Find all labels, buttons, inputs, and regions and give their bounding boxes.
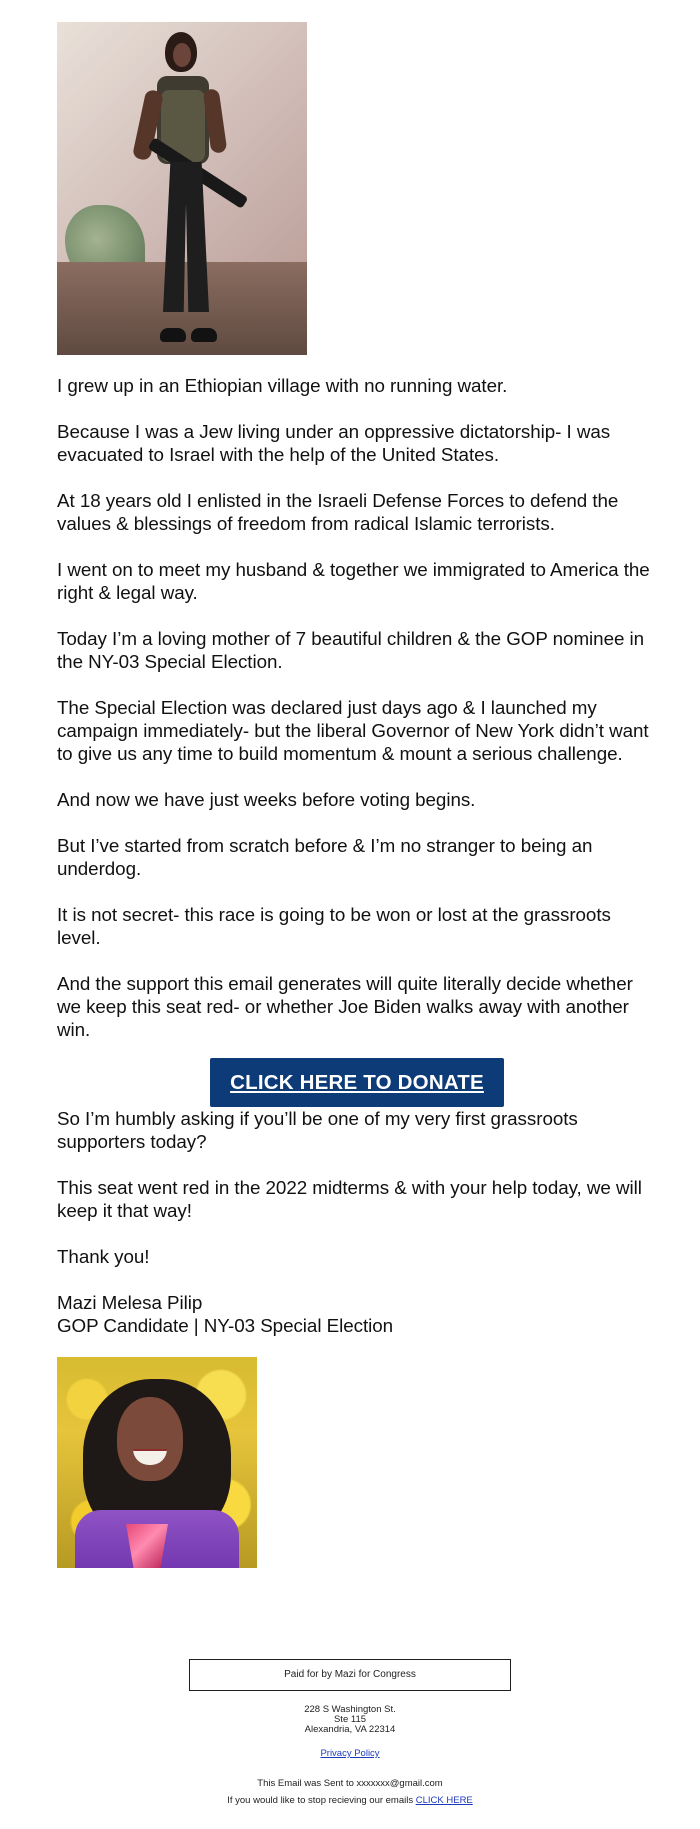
story-paragraph: So I’m humbly asking if you’ll be one of my very first grassroots supporters today? [57,1108,578,1152]
story-paragraph: At 18 years old I enlisted in the Israeli Defense Forces to defend the values & blessings of freedom from radical Islamic terrorists. [57,490,619,534]
military-photo [57,22,307,355]
story-paragraph: Today I’m a loving mother of 7 beautiful children & the GOP nominee in the NY-03 Special Election. [57,628,645,672]
privacy-policy-row [0,1749,700,1759]
paragraph-gap [57,535,657,558]
paragraph-gap [57,765,657,788]
legs [163,162,209,312]
paragraph-gap [57,949,657,972]
address-line: Ste 115 [333,1714,367,1725]
story-paragraph: Thank you! [57,1246,150,1267]
paragraph-gap [57,1222,657,1245]
signature-title: GOP Candidate | NY-03 Special Election [57,1315,394,1336]
paragraph-gap [57,397,657,420]
paragraph-gap [57,1153,657,1176]
person-figure [129,32,245,342]
privacy-policy-link[interactable]: Privacy Policy [320,1748,380,1759]
candidate-portrait [57,1357,257,1568]
unsubscribe-link[interactable]: CLICK HERE [415,1795,473,1806]
left-boot [160,328,186,342]
paragraph-gap [57,880,657,903]
story-paragraph: The Special Election was declared just days ago & I launched my campaign immediately- but the liberal Governor of New York didn’t want to give us any time to build momentum & mount a serious challenge. [57,697,649,764]
email-story [57,374,657,1337]
email-content [57,22,657,1568]
paragraph-gap [57,673,657,696]
story-paragraph: I grew up in an Ethiopian village with no running water. [57,375,508,396]
unsubscribe-row [0,1796,700,1806]
address-line: 228 S Washington St. [304,1704,396,1715]
paragraph-gap [57,466,657,489]
paragraph-gap [57,811,657,834]
story-paragraph: Because I was a Jew living under an oppressive dictatorship- I was evacuated to Israel with the help of the United States. [57,421,611,465]
address-line: Alexandria, VA 22314 [304,1724,396,1735]
donate-button[interactable]: CLICK HERE TO DONATE [210,1058,504,1107]
signature-name: Mazi Melesa Pilip [57,1292,203,1313]
paragraph-gap [57,1268,657,1291]
paragraph-gap [57,604,657,627]
mailing-address [0,1705,700,1735]
donate-button-wrapper [57,1058,657,1107]
story-paragraph: And now we have just weeks before voting begins. [57,789,476,810]
face [173,43,191,67]
unsubscribe-text: If you would like to stop recieving our emails [227,1795,416,1806]
email-footer [0,1659,700,1806]
story-paragraph: It is not secret- this race is going to be won or lost at the grassroots level. [57,904,611,948]
story-paragraph: This seat went red in the 2022 midterms & with your help today, we will keep it that way! [57,1177,642,1221]
story-paragraph: I went on to meet my husband & together we immigrated to America the right & legal way. [57,559,650,603]
right-boot [191,328,217,342]
sent-to-text: This Email was Sent to xxxxxxx@gmail.com [257,1778,443,1789]
face [117,1397,183,1481]
paid-for-box: Paid for by Mazi for Congress [189,1659,511,1691]
story-paragraph: But I’ve started from scratch before & I’m no stranger to being an underdog. [57,835,593,879]
story-paragraph: And the support this email generates will quite literally decide whether we keep this seat red- or whether Joe Biden walks away with another win. [57,973,633,1040]
